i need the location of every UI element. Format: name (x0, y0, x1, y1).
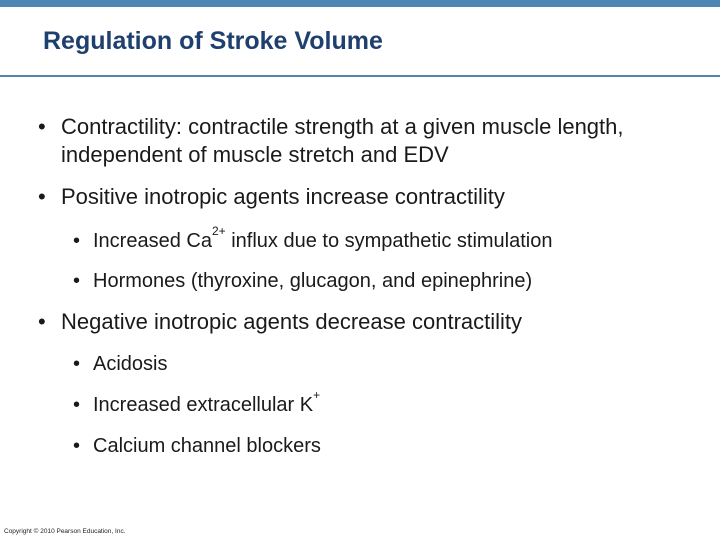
slide-title: Regulation of Stroke Volume (43, 27, 383, 55)
bullet-positive-inotropic (38, 183, 678, 211)
bullet-icon: • (73, 394, 81, 416)
sub-bullet-hormones (73, 268, 532, 294)
sub-bullet-acidosis (73, 351, 167, 377)
text-segment: Increased Ca (93, 230, 212, 252)
bullet-text: Calcium channel blockers (93, 435, 321, 457)
bullet-text: Positive inotropic agents increase contractility (61, 184, 505, 209)
sub-bullet-calcium-blockers (73, 433, 321, 459)
text-segment: influx due to sympathetic stimulation (225, 230, 553, 252)
superscript: 2+ (211, 224, 226, 238)
copyright-footer: Copyright © 2010 Pearson Education, Inc. (4, 528, 126, 535)
bullet-icon: • (38, 309, 46, 334)
bullet-icon: • (73, 270, 81, 292)
bullet-icon: • (73, 230, 81, 252)
sub-bullet-potassium (73, 388, 321, 418)
bullet-contractility (38, 113, 678, 169)
text-segment: Increased extracellular K (93, 394, 314, 416)
bullet-icon: • (73, 353, 81, 375)
bullet-icon: • (38, 184, 46, 209)
bullet-text: Acidosis (93, 353, 168, 375)
top-accent-bar (0, 0, 720, 7)
bullet-text: Negative inotropic agents decrease contractility (61, 309, 523, 334)
bullet-text: Contractility: contractile strength at a given muscle length, independent of muscle stretch and EDV (61, 114, 624, 167)
superscript: + (313, 388, 321, 402)
bullet-text (93, 388, 321, 418)
bullet-icon: • (73, 435, 81, 457)
bullet-icon: • (38, 114, 46, 139)
bullet-negative-inotropic (38, 308, 678, 336)
bullet-text: Hormones (thyroxine, glucagon, and epinephrine) (93, 270, 533, 292)
title-divider (0, 75, 720, 77)
bullet-text (93, 224, 553, 254)
sub-bullet-calcium-influx (73, 224, 553, 254)
